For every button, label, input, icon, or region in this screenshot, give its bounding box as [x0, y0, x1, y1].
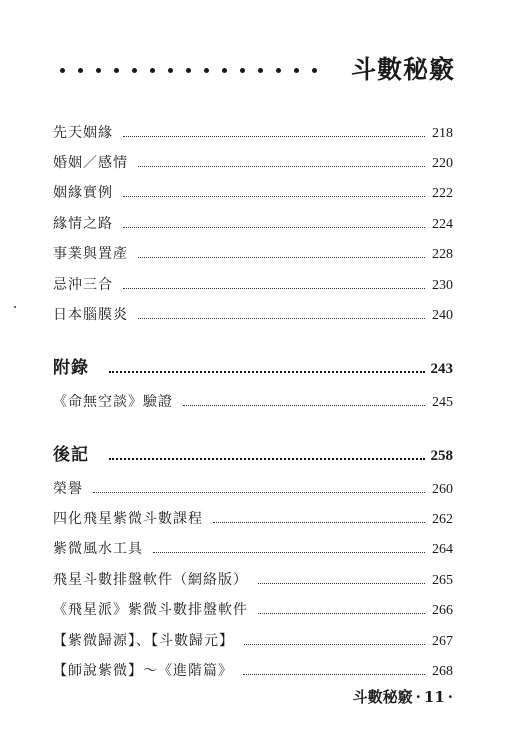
dot-leader — [258, 612, 425, 614]
toc-entry-label: 飛星斗數排盤軟件（網絡版） — [53, 572, 248, 588]
footer-page-number: 11 — [423, 688, 445, 706]
header-title: 斗數秘竅 — [350, 55, 455, 84]
running-header — [60, 50, 455, 86]
toc-entry-page: 218 — [432, 126, 453, 141]
toc-entry-label: 【師說紫微】～《進階篇》 — [53, 663, 233, 679]
dot-leader — [153, 551, 425, 553]
dot-leader — [138, 256, 425, 258]
dot-leader — [138, 165, 425, 167]
toc-entry-label: 姻緣實例 — [53, 185, 113, 201]
toc-entry — [53, 656, 453, 680]
dot-leader — [123, 195, 425, 197]
toc-entry — [53, 565, 453, 589]
toc-entry-label: 日本腦膜炎 — [53, 307, 128, 323]
toc-entry-label: 【紫微歸源】、【斗數歸元】 — [53, 633, 234, 649]
dot-leader — [123, 135, 425, 137]
toc-entry — [53, 595, 453, 619]
toc-entry-page: 240 — [432, 308, 453, 323]
toc-entry-page: 267 — [432, 634, 453, 649]
dot-leader — [109, 457, 425, 460]
toc-entry-page: 265 — [432, 573, 453, 588]
toc-entry — [53, 148, 453, 172]
dot-leader — [213, 521, 425, 523]
toc-entry — [53, 626, 453, 650]
toc-entry-label: 紫微風水工具 — [53, 541, 143, 557]
toc-entry-page: 258 — [430, 448, 453, 464]
toc-section-label: 後記 — [53, 445, 89, 465]
toc-section-label: 附錄 — [53, 358, 89, 378]
toc-entry-label: 四化飛星紫微斗數課程 — [53, 511, 203, 527]
toc-entry-label: 《命無空談》驗證 — [53, 394, 173, 410]
toc-entry-page: 264 — [432, 542, 453, 557]
toc-entry — [53, 118, 453, 142]
dot-leader — [123, 287, 425, 289]
scan-speck — [14, 306, 16, 308]
toc-entry — [53, 534, 453, 558]
toc-entry-page: 230 — [432, 278, 453, 293]
dot-leader — [109, 370, 425, 373]
dot-leader — [258, 582, 425, 584]
toc-entry — [53, 209, 453, 233]
footer-title: 斗數秘竅 — [352, 688, 413, 706]
dot-leader — [93, 491, 425, 493]
toc-entry — [53, 178, 453, 202]
toc-entry-label: 緣情之路 — [53, 216, 113, 232]
toc-entry-label: 《飛星派》紫微斗數排盤軟件 — [53, 602, 248, 618]
toc-entry-page: 228 — [432, 247, 453, 262]
toc-entry — [53, 387, 453, 411]
dot-leader — [183, 404, 425, 406]
dot-leader — [123, 226, 425, 228]
toc-entry-page: 266 — [432, 603, 453, 618]
toc-entry — [53, 239, 453, 263]
footer-separator: · — [415, 688, 421, 706]
toc-entry-page: 260 — [432, 482, 453, 497]
running-footer — [353, 686, 456, 707]
toc-entry — [53, 300, 453, 324]
toc-entry-label: 榮譽 — [53, 481, 83, 497]
toc-section-heading — [53, 354, 453, 378]
toc-entry-page: 245 — [432, 395, 453, 410]
toc-entry-label: 婚姻／感情 — [53, 155, 128, 171]
toc-entry-page: 262 — [432, 512, 453, 527]
toc-entry-label: 忌沖三合 — [53, 277, 113, 293]
toc-entry-page: 224 — [432, 217, 453, 232]
toc-section-heading — [53, 441, 453, 465]
dot-leader — [243, 673, 425, 675]
header-dot-leader — [60, 68, 317, 73]
toc-entry-label: 先天姻緣 — [53, 125, 113, 141]
toc-entry — [53, 474, 453, 498]
toc-entry-page: 243 — [430, 361, 453, 377]
dot-leader — [138, 317, 425, 319]
toc-entry — [53, 504, 453, 528]
toc-entry-page: 220 — [432, 156, 453, 171]
toc-entry-page: 268 — [432, 664, 453, 679]
footer-trailing-dot: · — [447, 688, 453, 706]
toc-entry — [53, 270, 453, 294]
dot-leader — [244, 643, 425, 645]
toc-entry-page: 222 — [432, 186, 453, 201]
toc-entry-label: 事業與置產 — [53, 246, 128, 262]
